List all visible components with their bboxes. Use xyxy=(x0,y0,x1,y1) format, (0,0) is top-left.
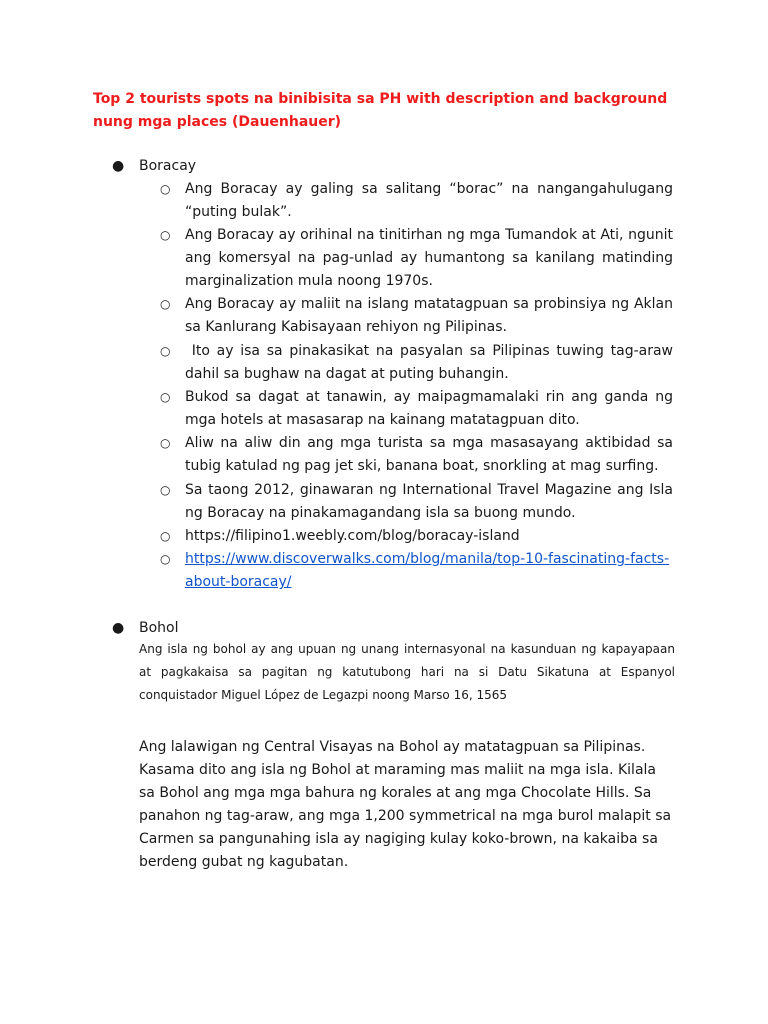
circle-bullet-icon: ○ xyxy=(160,228,171,242)
list-item-text: Bukod sa dagat at tanawin, ay maipagmamalaki rin ang ganda ng mga hotels at masasarap na kainang matatagpuan dito. xyxy=(185,389,673,428)
circle-bullet-icon: ○ xyxy=(160,390,171,404)
document-title: Top 2 tourists spots na binibisita sa PH with description and background nung mga places (Dauenhauer) xyxy=(93,91,668,130)
bullet-icon: ● xyxy=(112,620,125,636)
circle-bullet-icon: ○ xyxy=(160,344,171,358)
section-title-boracay: Boracay xyxy=(139,158,197,174)
circle-bullet-icon: ○ xyxy=(160,529,171,543)
list-item-text: Ang Boracay ay galing sa salitang “borac” na nangangahulugang “puting bulak”. xyxy=(185,181,673,220)
list-item-text: Ang Boracay ay maliit na islang matatagpuan sa probinsiya ng Aklan sa Kanlurang Kabisayaan rehiyon ng Pilipinas. xyxy=(185,296,673,335)
bullet-icon: ● xyxy=(112,158,125,174)
list-item-text: Aliw na aliw din ang mga turista sa mga masasayang aktibidad sa tubig katulad ng pag jet ski, banana boat, snorkling at mag surfing. xyxy=(185,435,673,474)
circle-bullet-icon: ○ xyxy=(160,552,171,566)
source-url-text: https://filipino1.weebly.com/blog/boracay-island xyxy=(185,528,520,544)
list-item-text: Sa taong 2012, ginawaran ng International Travel Magazine ang Isla ng Boracay na pinakamagandang isla sa buong mundo. xyxy=(185,482,673,521)
source-link[interactable]: https://www.discoverwalks.com/blog/manila/top-10-fascinating-facts-about-boracay/ xyxy=(185,551,670,590)
bohol-intro-paragraph: Ang isla ng bohol ay ang upuan ng unang internasyonal na kasunduan ng kapayapaan at pagkakaisa sa pagitan ng katutubong hari na si Datu Sikatuna at Espanyol conquistador Miguel López de Legazpi noong Marso 16, 1565 xyxy=(139,642,675,702)
circle-bullet-icon: ○ xyxy=(160,182,171,196)
circle-bullet-icon: ○ xyxy=(160,436,171,450)
bohol-description-paragraph: Ang lalawigan ng Central Visayas na Bohol ay matatagpuan sa Pilipinas. Kasama dito ang isla ng Bohol at maraming mas maliit na mga isla. Kilala sa Bohol ang mga mga bahura ng korales at ang mga Chocolate Hills. Sa panahon ng tag-araw, ang mga 1,200 symmetrical na mga burol malapit sa Carmen sa pangunahing isla ay nagiging kulay koko-brown, na kakaiba sa berdeng gubat ng kagubatan. xyxy=(139,739,672,870)
circle-bullet-icon: ○ xyxy=(160,297,171,311)
circle-bullet-icon: ○ xyxy=(160,483,171,497)
section-title-bohol: Bohol xyxy=(139,620,179,636)
list-item-text: Ito ay isa sa pinakasikat na pasyalan sa Pilipinas tuwing tag-araw dahil sa bughaw na dagat at puting buhangin. xyxy=(185,343,678,382)
list-item-text: Ang Boracay ay orihinal na tinitirhan ng mga Tumandok at Ati, ngunit ang komersyal na pag-unlad ay humantong sa kanilang matinding marginalization mula noong 1970s. xyxy=(185,227,673,289)
